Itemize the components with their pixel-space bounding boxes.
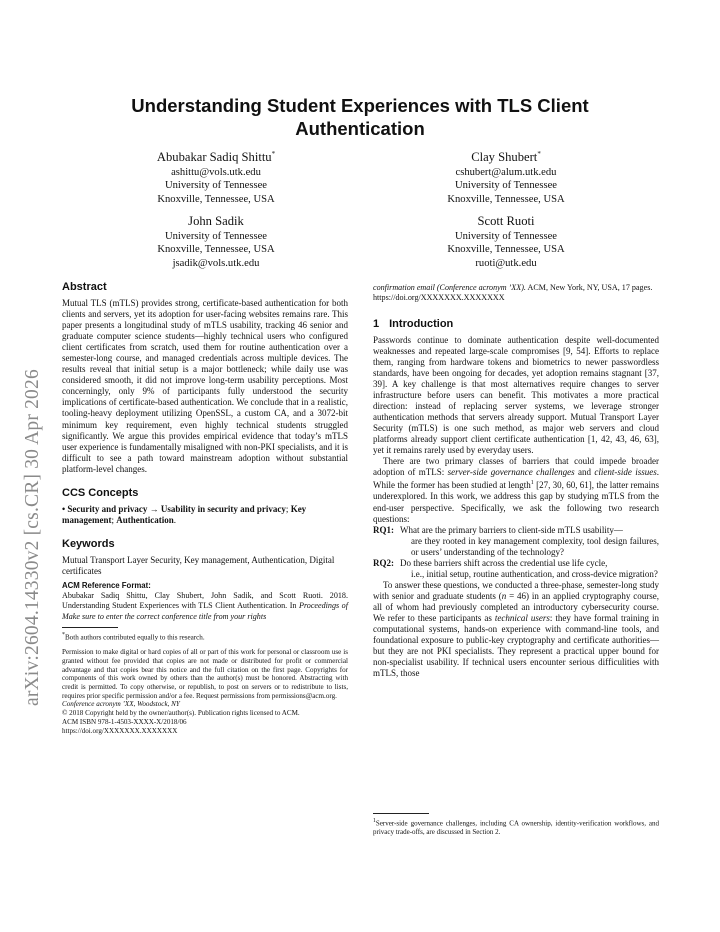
right-column <box>373 283 659 679</box>
isbn-line: ACM ISBN 978-1-4503-XXXX-X/2018/06 <box>62 717 187 726</box>
arxiv-identifier: arXiv:2604.14330v2 [cs.CR] 30 Apr 2026 <box>22 369 43 706</box>
left-column <box>62 281 348 735</box>
author-affiliation: University of Tennessee <box>164 180 268 192</box>
abstract-text: Mutual TLS (mTLS) provides strong, certificate-based authentication for both clients and servers, yet its adoption for user-facing websites remains rare. This paper presents a longitudinal study of mTLS usability, tracking 46 senior and graduate computer science students—highly technical users who configured client certificates from scratch, used them for routine authentication over a semester-long course, and managed credentials across multiple devices. The results reveal that initial setup is a major bottleneck; while daily use was considered smooth, it did not improve long-term usability perceptions. Most concerningly, only 9% of participants fully understood the security implications of certificate-based authentication. We conclude that in a realistic, tooling-heavy deployment utilizing OpenSSL, a custom CA, and a 3072-bit minimum key requirement, even highly technical students struggled significantly. We argue this provides empirical evidence that today’s mTLS user experience is fundamentally misaligned with non-PKI specialists, and it is difficult to see a path toward mainstream adoption without substantial platform-level changes. <box>62 298 348 474</box>
author-name: Clay Shubert <box>471 150 538 165</box>
equal-contribution-mark: * <box>271 150 276 158</box>
author-name: Abubakar Sadiq Shittu <box>156 150 272 165</box>
author-affiliation: University of Tennessee <box>164 230 268 242</box>
intro-paragraph-3: To answer these questions, we conducted a three-phase, semester-long study with senior and graduate students (n = 46) in an applied cryptography course, all of whom had previously completed an introductory cybersecurity course. We refer to these participants as technical users: they have formal training in computational systems, hands-on experience with command-line tools, and foundational exposure to public-key cryptography and certificate authorities—but they are not PKI specialists. They represent a practical upper bound for non-specialist usability. If technical users encounter serious difficulities with mTLS, those <box>373 579 660 679</box>
acm-reference-text: Abubakar Sadiq Shittu, Clay Shubert, John Sadik, and Scott Ruoti. 2018. Understanding Student Experiences with TLS Client Authentication. In Proceedings of Make sure to enter the correct conference title from your rights <box>62 590 348 621</box>
author-name: John Sadik <box>188 214 244 228</box>
author-email[interactable]: ruoti@utk.edu <box>475 257 537 269</box>
keywords-heading: Keywords <box>62 537 115 550</box>
footnote-rule <box>62 627 118 628</box>
author-location: Knoxville, Tennessee, USA <box>447 193 565 205</box>
paper-title: Understanding Student Experiences with TLS Client Authentication <box>131 95 589 139</box>
ccs-heading: CCS Concepts <box>62 486 139 499</box>
copyright-line: © 2018 Copyright held by the owner/author(s). Publication rights licensed to ACM. <box>62 709 300 718</box>
permission-notice: Permission to make digital or hard copies of all or part of this work for personal or classroom use is granted without fee provided that copies are not made or distributed for profit or commercial advantage and that copies bear this notice and the full citation on the first page. Copyrights for components of this work owned by others than the author(s) must be honored. Abstracting with credit is permitted. To copy otherwise, or republish, to post on servers or to redistribute to lists, requires prior specific permission and/or a fee. Request permissions from permissions@acm.org. <box>62 648 348 700</box>
ccs-concepts: • Security and privacy → Usability in security and privacy; Key management; Authentication. <box>62 503 307 525</box>
equal-contribution-note: *Both authors contributed equally to this research. <box>62 632 205 642</box>
doi-link[interactable]: https://doi.org/XXXXXXX.XXXXXXX <box>62 726 178 735</box>
keywords-text: Mutual Transport Layer Security, Key management, Authentication, Digital certificates <box>62 554 335 576</box>
research-question: RQ1: What are the primary barriers to client-side mTLS usability— are they rooted in key management complexity, tool design failures, or users’ understanding of the technology? <box>373 524 659 557</box>
author-block <box>96 147 336 206</box>
author-name: Scott Ruoti <box>477 214 535 228</box>
intro-paragraph-2: There are two primary classes of barriers that could impede broader adoption of mTLS: server-side governance challenges and client-side issues. While the former has been studied at length$^1$ [27, 30, 60, 61], the latter remains underexplored. In this work, we address this gap by studying mTLS from the end-user perspective. Specifically, we ask the following two research questions: <box>373 456 660 524</box>
author-affiliation: University of Tennessee <box>454 180 558 192</box>
abstract-heading: Abstract <box>62 281 107 293</box>
introduction-heading: 1 Introduction <box>373 317 454 330</box>
author-email[interactable]: ashittu@vols.utk.edu <box>171 166 261 178</box>
conference-line: Conference acronym ’XX, Woodstock, NY <box>62 700 180 709</box>
equal-contribution-mark: * <box>537 150 541 158</box>
acm-reference-continued: confirmation email (Conference acronym ’XX). ACM, New York, NY, USA, 17 pages. https://doi.org/XXXXXXX.XXXXXXX <box>373 283 653 303</box>
author-location: Knoxville, Tennessee, USA <box>447 244 565 255</box>
author-email[interactable]: jsadik@vols.utk.edu <box>172 257 260 269</box>
footnote-rule <box>373 813 429 814</box>
intro-paragraph-1: Passwords continue to dominate authentication despite well-documented weaknesses and repeated large-scale compromises [9, 54]. Efforts to replace them, ranging from hardware tokens and biometrics to newer passwordless standards, have been ongoing for decades, yet adoption remains stagnant [37, 39]. A key challenge is that most alternatives require changes to server infrastructure before users can benefit. This motivates a more practical direction: instead of replacing server systems, we leverage stronger authentication methods that servers already support. Mutual Transport Layer Security (mTLS) is one such method, as major web servers and cloud platforms already support client certificate authentication [1, 42, 43, 46, 63], yet it remains rarely used by everyday users. <box>373 334 659 456</box>
author-location: Knoxville, Tennessee, USA <box>157 193 275 205</box>
author-affiliation: University of Tennessee <box>454 230 558 242</box>
author-block <box>386 214 626 270</box>
research-question: RQ2: Do these barriers shift across the credential use life cycle, i.e., initial setup, routine authentication, and cross-device migration? <box>373 557 658 579</box>
acm-reference-heading: ACM Reference Format: <box>62 580 151 590</box>
author-location: Knoxville, Tennessee, USA <box>157 244 275 255</box>
author-email[interactable]: cshubert@alum.utk.edu <box>455 166 557 178</box>
author-block <box>386 147 626 206</box>
section-footnote: $^1$Server-side governance challenges, including CA ownership, identity-verification workflows, and privacy trade-offs, are discussed in Section 2. <box>373 813 659 836</box>
author-block <box>96 214 336 270</box>
